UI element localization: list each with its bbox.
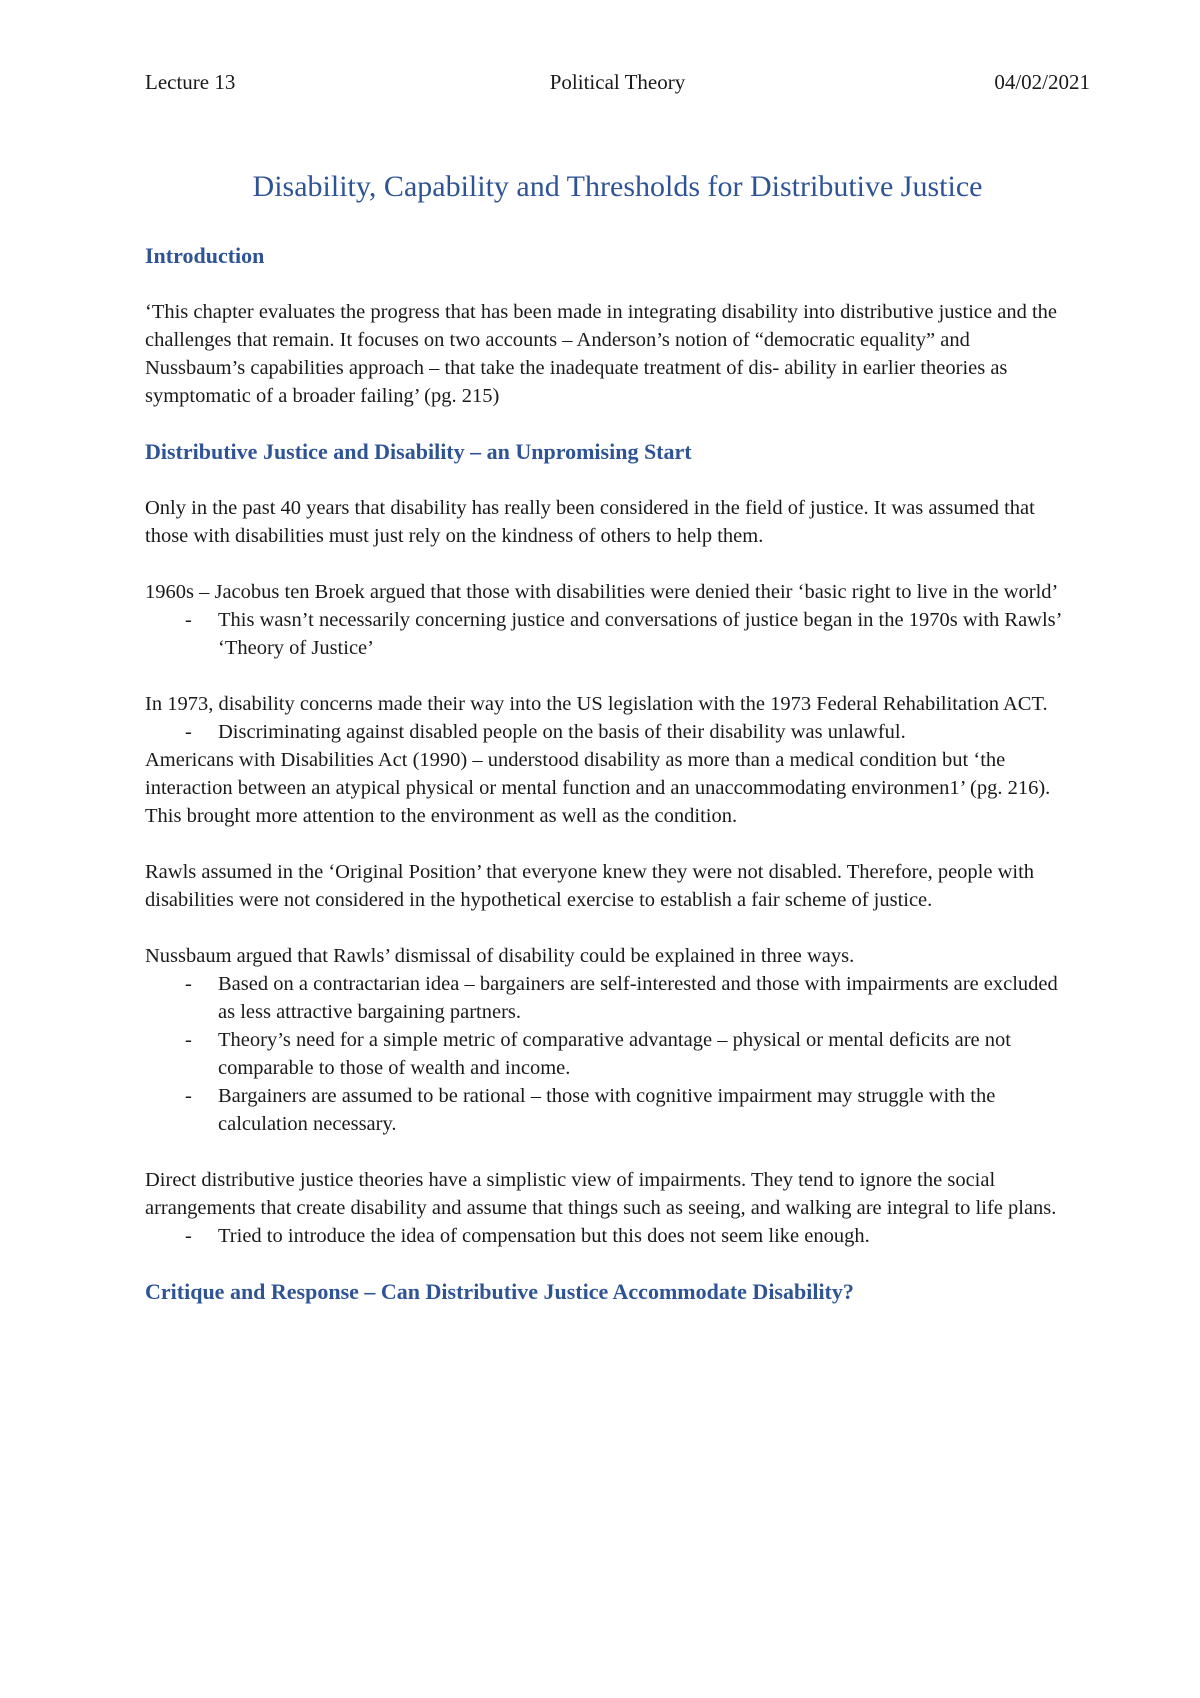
intro-quote-paragraph: ‘This chapter evaluates the progress that has been made in integrating disability into distributive justice and the challenges that remain. It focuses on two accounts – Anderson’s notion of “democratic equality” and Nussbaum’s capabilities approach – that take the inadequate treatment of dis- ability in earlier theories as symptomatic of a broader failing’ (pg. 215) — [145, 301, 1057, 407]
bullet-item — [145, 1222, 1075, 1250]
section-heading-unpromising-start: Distributive Justice and Disability – an Unpromising Start — [145, 439, 692, 464]
bullet-item — [145, 718, 1075, 746]
section-heading-introduction: Introduction — [145, 243, 265, 268]
document-body — [145, 242, 1075, 1306]
paragraph-rawls-original-position: Rawls assumed in the ‘Original Position’ that everyone knew they were not disabled. Therefore, people with disabilities were not considered in the hypothetical exercise to establish a fair scheme of justice. — [145, 861, 1035, 911]
bullet-item — [145, 606, 1075, 662]
paragraph-nussbaum-three-ways: Nussbaum argued that Rawls’ dismissal of disability could be explained in three ways. — [145, 945, 855, 967]
bullet-marker: - — [185, 1225, 192, 1247]
section-heading-critique-and-response: Critique and Response – Can Distributive Justice Accommodate Disability? — [145, 1279, 854, 1304]
paragraph-direct-distributive-theories: Direct distributive justice theories have a simplistic view of impairments. They tend to ignore the social arrangements that create disability and assume that things such as seeing, and walking are integral to life plans. — [145, 1169, 1057, 1219]
bullet-text: Tried to introduce the idea of compensation but this does not seem like enough. — [218, 1225, 870, 1247]
bullet-text: Discriminating against disabled people on the basis of their disability was unlawful. — [218, 721, 906, 743]
header-date: 04/02/2021 — [994, 70, 1090, 94]
bullet-item — [145, 1082, 1075, 1138]
bullet-marker: - — [185, 1085, 192, 1107]
header-lecture-number: Lecture 13 — [145, 70, 236, 94]
document-title: Disability, Capability and Thresholds for Distributive Justice — [252, 170, 983, 203]
bullet-item — [145, 970, 1075, 1026]
bullet-text: Theory’s need for a simple metric of comparative advantage – physical or mental deficits are not comparable to those of wealth and income. — [218, 1029, 1011, 1079]
paragraph-ada-1990: Americans with Disabilities Act (1990) – understood disability as more than a medical condition but ‘the interaction between an atypical physical or mental function and an unaccommodating environmen1’ (pg. 216). This brought more attention to the environment as well as the condition. — [145, 749, 1051, 827]
bullet-item — [145, 1026, 1075, 1082]
bullet-marker: - — [185, 721, 192, 743]
bullet-text: Bargainers are assumed to be rational – those with cognitive impairment may struggle with the calculation necessary. — [218, 1085, 996, 1135]
paragraph-past-40-years: Only in the past 40 years that disability has really been considered in the field of justice. It was assumed that those with disabilities must just rely on the kindness of others to help them. — [145, 497, 1035, 547]
bullet-marker: - — [185, 609, 192, 631]
header-course-name: Political Theory — [549, 70, 686, 94]
paragraph-1973-legislation: In 1973, disability concerns made their way into the US legislation with the 1973 Federal Rehabilitation ACT. — [145, 693, 1048, 715]
page-header — [145, 70, 1090, 100]
bullet-text: This wasn’t necessarily concerning justice and conversations of justice began in the 1970s with Rawls’ ‘Theory of Justice’ — [218, 609, 1061, 659]
bullet-marker: - — [185, 973, 192, 995]
bullet-marker: - — [185, 1029, 192, 1051]
bullet-text: Based on a contractarian idea – bargainers are self-interested and those with impairments are excluded as less attractive bargaining partners. — [218, 973, 1058, 1023]
paragraph-1960s-ten-broek: 1960s – Jacobus ten Broek argued that those with disabilities were denied their ‘basic right to live in the world’ — [145, 581, 1059, 603]
